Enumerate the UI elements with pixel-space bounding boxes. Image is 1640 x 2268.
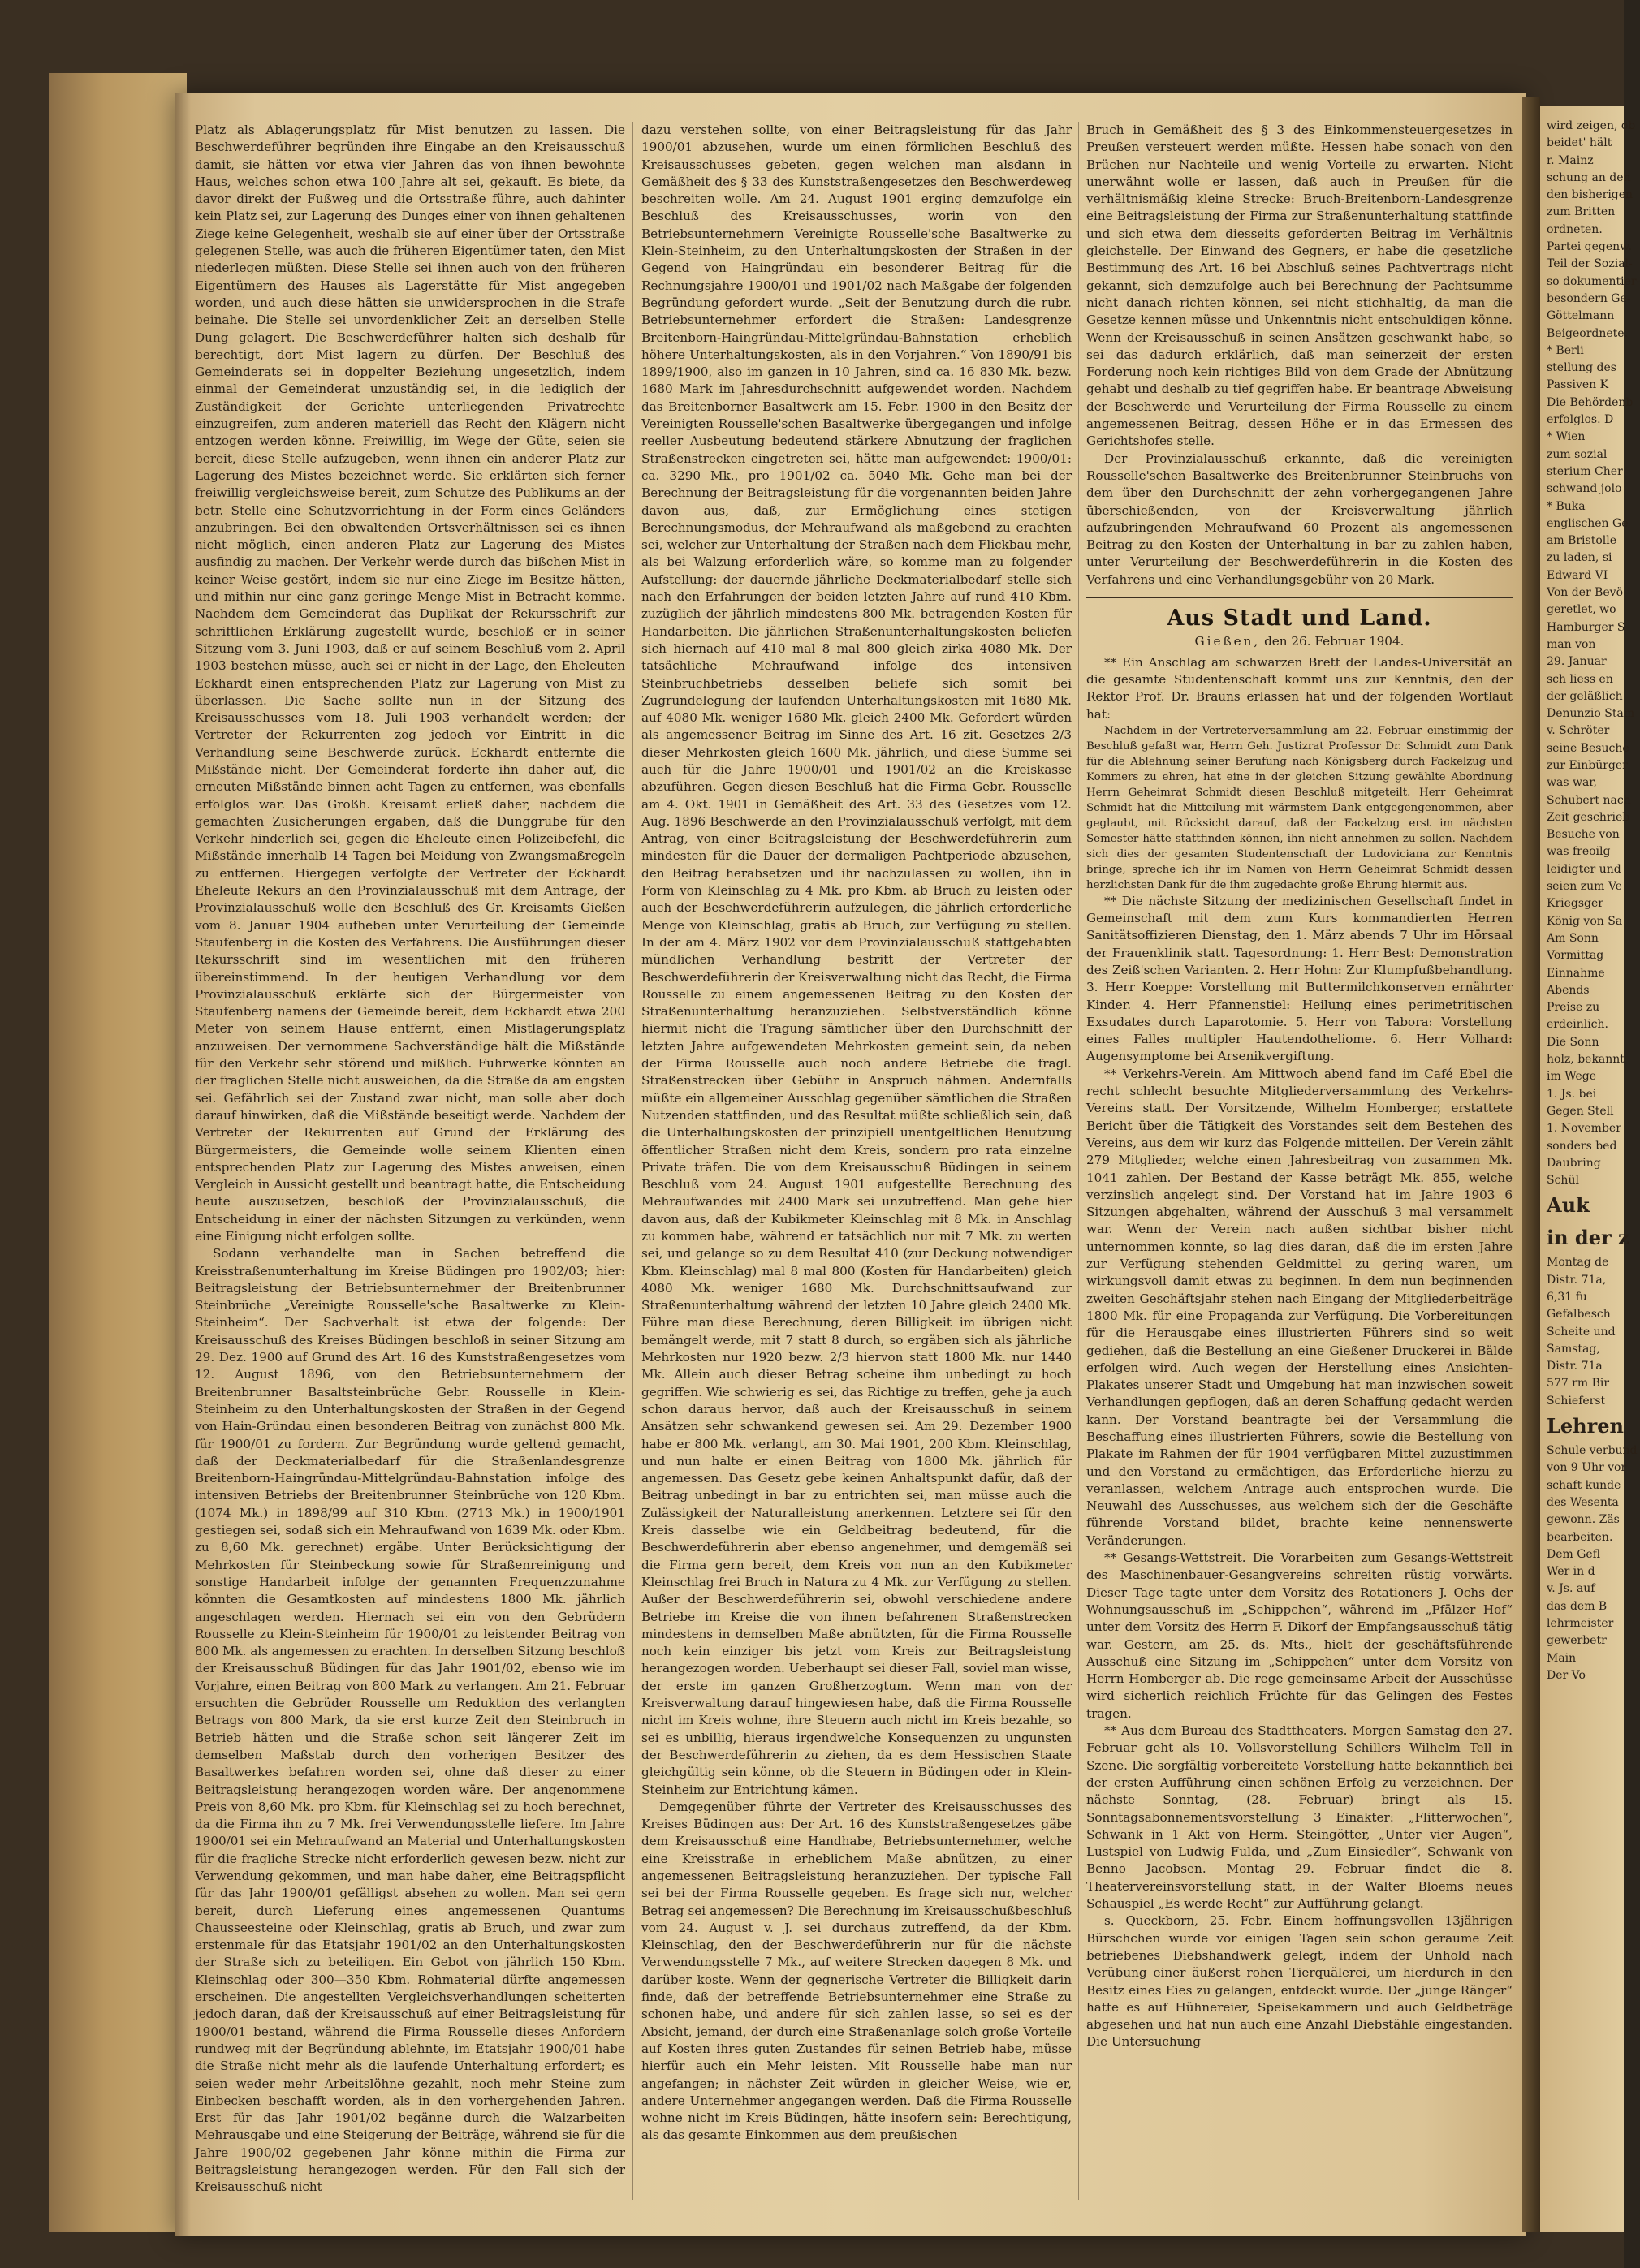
facing-page-line: Wer in d: [1547, 1565, 1595, 1579]
news-item: ** Ein Anschlag am schwarzen Brett der Landes-Universität an die gesamte Studentenschaft kommt uns zur Kenntnis, den der Rektor Prof. Dr. Brauns erlassen hat und der folgenden Wortlaut hat:: [1086, 654, 1513, 722]
facing-page-line: sonders bed: [1547, 1139, 1617, 1153]
facing-page-line: zum sozial: [1547, 447, 1608, 461]
facing-page-line: * Buka: [1547, 499, 1586, 513]
facing-page-line: Beigeordnete.: [1547, 326, 1629, 340]
facing-page-line: erfolglos. D: [1547, 413, 1614, 427]
facing-page-line: englischen Ge: [1547, 516, 1629, 530]
facing-page-line: r. Mainz: [1547, 153, 1594, 167]
binding-gutter: [1522, 97, 1540, 2232]
facing-page-line: Abends: [1547, 983, 1590, 997]
facing-page-line: Daubring: [1547, 1156, 1601, 1170]
facing-page-line: zur Einbürger: [1547, 758, 1628, 772]
facing-page-line: 1. Js. bei: [1547, 1087, 1597, 1101]
facing-page-line: sterium Cher: [1547, 464, 1623, 478]
section-rule: [1086, 597, 1513, 598]
facing-page-line: der geläßlich: [1547, 689, 1623, 703]
column-2: [641, 122, 1072, 2145]
facing-page-line: Edward VI: [1547, 568, 1608, 582]
facing-page-line: Göttelmann: [1547, 309, 1615, 323]
article-paragraph: Der Provinzialausschuß erkannte, daß die vereinigten Rousselle'schen Basaltwerke des Breitenbrunner Steinbruchs von dem über den Durchschnitt der zehn vorhergegangenen Jahre überschießenden, von der Kreisverwaltung jährlich aufzubringenden Mehraufwand 60 Prozent als angemessenen Beitrag zu den Kosten der Unterhaltung in bar zu zahlen haben, unter Verurteilung der Beschwerdeführerin in die Kosten des Verfahrens und eine Verhandlungsgebühr von 20 Mark.: [1086, 451, 1513, 587]
article-paragraph: Bruch in Gemäßheit des § 3 des Einkommensteuergesetzes in Preußen versteuert werden müßte. Hessen habe sonach von den Brüchen nur Nachteile und wenig Vorteile zu erwarten. Nicht unerwähnt wolle er lassen, daß auch in Preußen für die verhältnismäßig kleine Strecke: Bruch-Breitenborn-Landesgrenze eine Beitragsleistung der Firma zur Straßenunterhaltung stattfinde und sich etwa dem diesseits geforderten Beitrag im Verhältnis gleichstelle. Der Einwand des Gegners, er habe die gesetzliche Bestimmung des Art. 16 bei Abschluß seines Pachtvertrags nicht gekannt, sich demzufolge auch bei Berechnung der Pachtsumme nicht danach richten können, sei nicht stichhaltig, da man die Gesetze kennen müsse und Unkenntnis nicht entschuldigen könne. Wenn der Kreisausschuß in seinen Ansätzen geschwankt habe, so sei das dadurch erklärlich, daß man seinerzeit der ersten Forderung noch kein richtiges Bild von dem Grade der Abnützung gehabt und deshalb zu tief gegriffen habe. Er beantrage Abweisung der Beschwerde und Verurteilung der Firma Rousselle zu einem angemessenen Beitrag, dessen Höhe er in das Ermessen des Gerichtshofes stelle.: [1086, 123, 1513, 449]
column-1: [195, 122, 625, 2197]
facing-page-line: das dem B: [1547, 1599, 1608, 1613]
facing-page-line: Die Behördenb: [1547, 395, 1634, 409]
facing-page-line: gewerbetr: [1547, 1634, 1607, 1648]
news-item: Nachdem in der Vertreterversammlung am 22. Februar einstimmig der Beschluß gefaßt war, Herrn Geh. Justizrat Professor Dr. Schmidt zum Dank für die Ablehnung seiner Berufung nach Königsberg durch Fackelzug und Kommers zu ehren, hat eine in der gleichen Sitzung gewählte Abordnung Herrn Geheimrat Schmidt diesen Beschluß mitgeteilt. Herr Geheimrat Schmidt hat die Mitteilung mit wärmstem Dank entgegengenommen, aber geglaubt, mit Rücksicht darauf, daß der Fackelzug erst im nächsten Semester hätte stattfinden können, ihn nicht annehmen zu sollen. Nachdem sich dies der gesamten Studentenschaft der Ludoviciana zur Kenntnis bringe, spreche ich ihr im Namen von Herrn Geheimrat Schmidt dessen herzlichsten Dank für die ihm zugedachte große Ehrung hiermit aus.: [1086, 724, 1513, 891]
article-paragraph: Sodann verhandelte man in Sachen betreffend die Kreisstraßenunterhaltung im Kreise Büdingen pro 1902/03; hier: Beitragsleistung der Betriebsunternehmer der Breitenbrunner Steinbrüche „Vereinigte Rousselle'sche Basaltwerke zu Klein-Steinheim“. Der Sachverhalt ist etwa der folgende: Der Kreisausschuß des Kreises Büdingen beschloß in seiner Sitzung am 29. Dez. 1900 auf Grund des Art. 16 des Kunststraßengesetzes vom 12. August 1896, von den Betriebsunternehmern der Breitenbrunner Basaltsteinbrüche Gebr. Rousselle in Klein-Steinheim zu den Unterhaltungskosten der Straßen in der Gegend von Hain-Gründau einen besonderen Beitrag von zunächst 800 Mk. für 1900/01 zu fordern. Zur Begründung wurde geltend gemacht, daß der Deckmaterialbedarf für die Straßenlandesgrenze Breitenborn-Haingründau-Mittelgründau-Bahnstation infolge des intensiven Betriebs der Breitenbrunner Steinbrüche von 120 Kbm. (1074 Mk.) in 1898/99 auf 310 Kbm. (2713 Mk.) in 1900/1901 gestiegen sei, sodaß sich ein Mehraufwand von 1639 Mk. oder Kbm. zu 8,60 Mk. gerechnet) ergäbe. Unter Berücksichtigung der Mehrkosten für Steinbeckung sowie für Straßenreinigung und sonstige Handarbeit infolge der genannten Frequenzzunahme könnten die Gesamtkosten auf mindestens 1800 Mk. jährlich angeschlagen werden. Hiernach sei ein von den Gebrüdern Rousselle zu Klein-Steinheim für 1900/01 zu leistender Beitrag von 800 Mk. als angemessen zu erachten. In derselben Sitzung beschloß der Kreisausschuß Büdingen für das Jahr 1901/02, ebenso wie im Vorjahre, einen Beitrag von 800 Mark zu verlangen. Am 21. Februar ersuchten die Gebrüder Rousselle um Reduktion des verlangten Betrags von 800 Mark, da sie erst kurze Zeit den Steinbruch in Betrieb hätten und die Straße schon seit längerer Zeit im demselben Maßstab durch den vorherigen Besitzer des Basaltwerkes befahren worden sei, ohne daß dieser zu einer Beitragsleistung herangezogen worden wäre. Der angenommene Preis von 8,60 Mk. pro Kbm. für Kleinschlag sei zu hoch berechnet, da die Firma ihn zu 7 Mk. frei Verwendungsstelle liefere. Im Jahre 1900/01 sei ein Mehraufwand an Material und Unterhaltungskosten für die fragliche Strecke nicht erforderlich gewesen bezw. nicht zur Verwendung gekommen, und man habe daher, eine Beitragspflicht für das Jahr 1900/01 gefälligst absehen zu wollen. Man sei gern bereit, durch Lieferung eines angemessenen Quantums Chausseesteine oder Kleinschlag, gratis ab Bruch, und zwar zum erstenmale für das Etatsjahr 1901/02 an den Unterhaltungskosten der Straße sich zu beteiligen. Ein Gebot von jährlich 150 Kbm. Kleinschlag oder 300—350 Kbm. Rohmaterial dürfte angemessen erscheinen. Die angestellten Vergleichsverhandlungen scheiterten jedoch daran, daß der Kreisausschuß auf einer Beitragsleistung für 1900/01 bestand, während die Firma Rousselle dieses Anfordern rundweg mit der Begründung ablehnte, im Etatsjahr 1900/01 habe die Straße nicht mehr als die laufende Unterhaltung erfordert; es seien weder mehr Arbeitslöhne gezahlt, noch mehr Steine zum Einbecken beschafft worden, als in den vorhergehenden Jahren. Erst für das Jahr 1901/02 begänne durch die Walzarbeiten Mehrausgabe und eine Steigerung der Beiträge, während sie für die Jahre 1900/02 gegebenen Jahr könne mithin die Firma zur Beitragsleistung herangezogen werden. Für den Fall sich der Kreisausschuß nicht: [195, 1246, 625, 2195]
facing-page-line: Vormittag: [1547, 949, 1604, 963]
facing-page-line: seine Besuche: [1547, 741, 1629, 755]
facing-page-line: Auk: [1547, 1193, 1590, 1218]
facing-page-line: stellung des: [1547, 361, 1616, 375]
facing-page-line: Samstag,: [1547, 1342, 1600, 1356]
page-shadow: [175, 93, 191, 2236]
facing-page-line: gewonn. Zäs: [1547, 1513, 1620, 1527]
facing-page-line: sch liess en: [1547, 672, 1613, 686]
facing-page-line: * Wien: [1547, 430, 1586, 444]
facing-page-line: besondern Ge-: [1547, 291, 1631, 305]
facing-page-line: * Berli: [1547, 343, 1584, 357]
book-left-edge: [49, 73, 187, 2232]
facing-page-line: König von Sa: [1547, 914, 1623, 928]
facing-page-line: Hamburger S: [1547, 620, 1625, 634]
facing-page-line: Schubert nach: [1547, 793, 1631, 807]
facing-page-line: Die Sonn: [1547, 1035, 1599, 1049]
news-item: ** Verkehrs-Verein. Am Mittwoch abend fand im Café Ebel die recht schlecht besuchte Mitgliederversammlung des Verkehrs-Vereins statt. Der Vorsitzende, Wilhelm Homberger, erstattete Bericht über die Tätigkeit des Vorstandes seit dem Bestehen des Vereins, aus dem wir kurz das Folgende mitteilen. Der Verein zählt 279 Mitglieder, welche einen Jahresbeitrag von zusammen Mk. 1041 zahlen. Der Bestand der Kasse beträgt Mk. 855, welche verzinslich angelegt sind. Der Vorstand hat im Jahre 1903 6 Sitzungen abgehalten, während der Ausschuß 3 mal versammelt war. Wenn der Verein nach außen sichtbar bisher nicht unternommen konnte, so lag dies daran, daß die im ersten Jahre zur Verfügung stehenden Geldmittel zu gering waren, um wirkungsvoll damit etwas zu beginnen. In dem nun beginnenden zweiten Geschäftsjahr stehen nach Eingang der Mitgliederbeiträge 1800 Mk. für eine Propaganda zur Verfügung. Die Vorbereitungen für die Herausgabe eines illustrierten Führers sind so weit gediehen, daß die Bestellung an eine Gießener Druckerei in Bälde erfolgen wird. Auch wegen der Herstellung eines Ansichten-Plakates unserer Stadt und Umgebung hat man inzwischen soweit Verhandlungen gepflogen, daß an deren Schaffung gedacht werden kann. Der Vorstand beantragte bei der Versammlung die Beschaffung eines illustrierten Führers, sowie die Bestellung von Plakate im Rahmen der für 1904 verfügbaren Mittel zuzustimmen und den Vorstand zu ermächtigen, das Erforderliche hierzu zu veranlassen, welchem Antrage auch entsprochen wurde. Die Neuwahl des Ausschusses, aus welchem sich der die Geschäfte führende Vorstand bildet, brachte keine nennenswerte Veränderungen.: [1086, 1066, 1513, 1548]
news-item: ** Aus dem Bureau des Stadttheaters. Morgen Samstag den 27. Februar geht als 10. Vollsvorstellung Schillers Wilhelm Tell in Szene. Die sorgfältig vorbereitete Vorstellung hatte bekanntlich bei der ersten Aufführung einen schönen Erfolg zu verzeichnen. Der nächste Sonntag, (28. Februar) bringt als 15. Sonntagsabonnementsvorstellung 3 Einakter: „Flitterwochen“, Schwank in 1 Akt von Herm. Steingötter, „Unter vier Augen“, Lustspiel von Ludwig Fulda, und „Zum Einsiedler“, Schwank von Benno Jacobsen. Montag 29. Februar findet die 8. Theatervereinsvorstellung statt, in der Walter Bloems neues Schauspiel „Es werde Recht“ zur Aufführung gelangt.: [1086, 1723, 1513, 1912]
facing-page-line: Passiven K: [1547, 378, 1609, 392]
facing-page-line: man von: [1547, 637, 1596, 651]
facing-page-text: [1547, 118, 1640, 1684]
facing-page-line: zum Britten: [1547, 205, 1616, 219]
facing-page-line: Der Vo: [1547, 1668, 1586, 1682]
facing-page-line: Preise zu: [1547, 1001, 1600, 1015]
facing-page-line: Zeit geschrieb: [1547, 810, 1630, 824]
facing-page-line: den bisherigen: [1547, 188, 1634, 202]
column-3: [1086, 122, 1513, 2051]
facing-page-line: geretlet, wo: [1547, 603, 1616, 617]
article-paragraph: Demgegenüber führte der Vertreter des Kreisausschusses des Kreises Büdingen aus: Der Art. 16 des Kunststraßengesetzes gäbe dem Kreisausschuß eine Handhabe, Betriebsunternehmer, welche eine Kreisstraße in erheblichem Maße abnützen, zu einer angemessenen Beitragsleistung heranzuziehen. Der typische Fall sei bei der Firma Rousselle gegeben. Es frage sich nur, welcher Betrag sei angemessen? Die Berechnung im Kreisausschußbeschluß vom 24. August v. J. sei durchaus zutreffend, da der Kbm. Kleinschlag, den der Beschwerdeführerin nur für die nächste Verwendungsstelle 7 Mk., auf weitere Strecken dagegen 8 Mk. und darüber koste. Wenn der gegnerische Vertreter die Billigkeit darin finde, daß der betreffende Betriebsunternehmer eine Straße zu schonen habe, und andere für sich zahlen lasse, so sei es der Absicht, jemand, der durch eine Straßenanlage solch große Vorteile auf Kosten ihres guten Zustandes für seinen Betrieb habe, müsse hierfür auch ein Mehr leisten. Mit Rousselle habe man nur angefangen; in nächster Zeit würden in gleicher Weise, wie er, andere Unternehmer angegangen werden. Daß die Firma Rousselle wohne nicht im Kreis Büdingen, hätte insofern sein: Berechtigung, als das gesamte Einkommen aus dem preußischen: [641, 1799, 1072, 2143]
dateline-date: den 26. Februar 1904.: [1264, 634, 1405, 649]
facing-page-line: lehrmeister: [1547, 1617, 1614, 1631]
facing-page-line: holz, bekannt: [1547, 1053, 1625, 1067]
facing-page-line: Distr. 71a,: [1547, 1273, 1607, 1287]
facing-page-line: erdeinlich.: [1547, 1018, 1608, 1032]
facing-page-line: von 9 Uhr vor: [1547, 1461, 1627, 1475]
facing-page-line: Teil der Sozial-: [1547, 257, 1633, 271]
facing-page-line: Lehren: [1547, 1414, 1624, 1438]
news-item: ** Gesangs-Wettstreit. Die Vorarbeiten zum Gesangs-Wettstreit des Maschinenbauer-Gesangvereins schreiten rüstig vorwärts. Dieser Tage tagte unter dem Vorsitz des Rotationers J. Ochs der Wohnungsausschuß im „Schippchen“, während im „Pfälzer Hof“ unter dem Vorsitz des Herrn F. Dikorf der Empfangsausschuß tätig war. Gestern, am 25. ds. Mts., hielt der geschäftsführende Ausschuß eine Sitzung im „Schippchen“ unter dem Vorsitz von Herrn Homberger ab. Die rege gemeinsame Arbeit der Ausschüsse wird sicherlich reichlich Früchte für das Gelingen des Festes tragen.: [1086, 1550, 1513, 1721]
facing-page-line: seien zum Ve: [1547, 880, 1622, 894]
facing-page-line: 577 rm Bir: [1547, 1377, 1610, 1391]
dateline: [1086, 633, 1513, 650]
facing-page-line: des Wesenta: [1547, 1495, 1619, 1509]
facing-page-line: bearbeiten.: [1547, 1530, 1613, 1544]
facing-page-line: am Bristolle: [1547, 534, 1617, 548]
facing-page-line: schwand jolo: [1547, 482, 1622, 496]
facing-page-line: Main: [1547, 1651, 1577, 1665]
news-item: s. Queckborn, 25. Febr. Einem hoffnungsvollen 13jährigen Bürschchen wurde vor einigen Tagen sein schon geraume Zeit betriebenes Diebshandwerk gelegt, indem der Unhold nach Verübung einer äußerst rohen Tierquälerei, um hierdurch in den Besitz eines Eies zu gelangen, entdeckt wurde. Der „junge Ränger“ hatte es auf Hühnereier, Speisekammern und auch Geldbeträge abgesehen und hat nun auch eine Anzahl Diebstähle eingestanden. Die Untersuchung: [1086, 1913, 1513, 2050]
facing-page-line: 29. Januar: [1547, 655, 1607, 669]
facing-page-line: v. Js. auf: [1547, 1582, 1595, 1596]
facing-page-line: Einnahme: [1547, 966, 1605, 980]
column-rule-2: [1078, 122, 1079, 2200]
facing-page-line: 1. November: [1547, 1122, 1621, 1136]
facing-page-line: Scheite und: [1547, 1325, 1616, 1339]
facing-page-line: leidigter und: [1547, 862, 1621, 876]
article-paragraph: dazu verstehen sollte, von einer Beitragsleistung für das Jahr 1900/01 abzusehen, wurde um einen förmlichen Beschluß des Kreisausschusses gebeten, gegen welchen man alsdann in Gemäßheit des § 33 des Kunststraßengesetzes den Beschwerdeweg beschreiten wolle. Am 24. August 1901 erging demzufolge ein Beschluß des Kreisausschusses, worin von den Betriebsunternehmern Vereinigte Rousselle'sche Basaltwerke zu Klein-Steinheim, zu den Unterhaltungskosten der Straßen in der Gegend von Haingründau ein besonderer Beitrag für die Rechnungsjahre 1900/01 und 1901/02 nach Maßgabe der folgenden Begründung gefordert wurde. „Seit der Benutzung durch die rubr. Betriebsunternehmer erfordert die Straßen: Landesgrenze Breitenborn-Haingründau-Mittelgründau-Bahnstation erheblich höhere Unterhaltungskosten, als in den Vorjahren.“ Von 1890/91 bis 1899/1900, also im ganzen in 10 Jahren, sind ca. 16 830 Mk. bezw. 1680 Mark im Jahresdurchschnitt aufgewendet worden. Nachdem das Breitenborner Basaltwerk am 15. Febr. 1900 in den Besitz der Vereinigten Rousselle'schen Basaltwerke übergegangen und infolge reeller Ausbeutung bedeutend stärkere Abnutzung der fraglichen Straßenstrecken eingetreten sei, hätte man aufgewendet: 1900/01: ca. 3290 Mk., pro 1901/02 ca. 5040 Mk. Gehe man bei der Berechnung der Beitragsleistung für die vorgenannten beiden Jahre davon aus, daß, zur Ermöglichung eines stetigen Berechnungsmodus, der Mehraufwand als maßgebend zu erachten sei, welcher zur Unterhaltung der Straßen nach dem Flickbau mehr, als bei Walzung erforderlich wäre, so komme man zu folgender Aufstellung: der dauernde jährliche Deckmaterialbedarf stelle sich nach den Erfahrungen der beiden letzten Jahre auf rund 410 Kbm. zuzüglich der jährlich mindestens 800 Mk. betragenden Kosten für Handarbeiten. Die jährlichen Straßenunterhaltungskosten beliefen sich hiernach auf 410 mal 8 mal 800 gleich zirka 4080 Mk. Der tatsächliche Mehraufwand infolge des intensiven Steinbruchbetriebs desselben beliefe sich somit bei Zugrundelegung der laufenden Unterhaltungskosten mit 1680 Mk. auf 4080 Mk. weniger 1680 Mk. gleich 2400 Mk. Gefordert würden als angemessener Beitrag im Sinne des Art. 16 zit. Gesetzes 2/3 dieser Mehrkosten gleich 1600 Mk. jährlich, und diese Summe sei auch für die Jahre 1900/01 und 1901/02 an die Kreiskasse abzuführen. Gegen diesen Beschluß hat die Firma Gebr. Rousselle am 4. Okt. 1901 in Gemäßheit des Art. 33 des Gesetzes vom 12. Aug. 1896 Beschwerde an den Provinzialausschuß verfolgt, mit dem Antrag, von einer Beitragsleistung der Beschwerdeführerin zum mindesten für die Dauer der dermaligen Pachtperiode abzusehen, den Beitrag herabsetzen und ihr nachzulassen zu wollen, ihn in Form von Kleinschlag zu 4 Mk. pro Kbm. ab Bruch zu leisten oder auch der Beschwerdeführerin aufzulegen, die jährlich erforderliche Menge von Kleinschlag, gratis ab Bruch, zur Verfügung zu stellen. In der am 4. März 1902 vor dem Provinzialausschuß stattgehabten mündlichen Verhandlung bestritt der Vertreter der Beschwerdeführerin der Kreisverwaltung nicht das Recht, die Firma Rousselle zu einem angemessenen Beitrag zu den Kosten der Straßenunterhaltung heranzuziehen. Selbstverständlich könne hiermit nicht die Tragung sämtlicher über den Durchschnitt der letzten Jahre aufgewendeten Mehrkosten gemeint sein, da neben der Firma Rousselle auch noch andere Betriebe die fragl. Straßenstrecken über Gebühr in Anspruch nähmen. Andernfalls müßte ein allgemeiner Ausschlag gegenüber sämtlichen die Straßen Nutzenden stattfinden, und das Resultat müßte schließlich sein, daß die Unterhaltungskosten der prinzipiell unentgeltlichen Benutzung öffentlicher Straßen nicht dem Kreis, sondern pro rata einzelne Private träfen. Die von dem Kreisausschuß Büdingen in seinem Beschluß vom 24. August 1901 aufgestellte Berechnung des Mehraufwandes mit 2400 Mark sei unzutreffend. Man gehe hier davon aus, daß der Kubikmeter Kleinschlag mit 8 Mk. in Anschlag zu kommen habe, während er tatsächlich nur mit 7 Mk. zu werten sei, und gelange so zu dem Resultat 410 (zur Deckung notwendiger Kbm. Kleinschlag) mal 8 mal 800 (Kosten für Handarbeiten) gleich 4080 Mk. weniger 1680 Mk. Durchschnittsaufwand zur Straßenunterhaltung während der letzten 10 Jahre gleich 2400 Mk. Führe man diese Berechnung, deren Billigkeit im übrigen nicht bemängelt werde, mit 7 statt 8 durch, so ergäben sich als jährliche Mehrkosten nur 1920 bezw. 2/3 hiervon statt 1800 Mk. nur 1440 Mk. Allein auch dieser Betrag scheine ihm unbedingt zu hoch gegriffen. Wie schwierig es sei, das Richtige zu treffen, gehe ja auch schon daraus hervor, daß auch der Kreisausschuß in seinem Ansätzen sehr schwankend gewesen sei. Am 29. Dezember 1900 habe er 800 Mk. verlangt, am 30. Mai 1901, 200 Kbm. Kleinschlag, und nun halte er einen Beitrag von 1800 Mk. jährlich für angemessen. Das Gesetz gebe keinen Anhaltspunkt dafür, daß der Beitrag unbedingt in bar zu entrichten sei, man müsse auch die Zulässigkeit der Naturalleistung anerkennen. Letztere sei für den Kreis dasselbe wie ein Geldbeitrag bedeutend, für die Beschwerdeführerin aber ebenso angenehmer, und demgemäß sei die Firma gern bereit, dem Kreis von nun an den Kubikmeter Kleinschlag frei Bruch in Natura zu 4 Mk. zur Verfügung zu stellen. Außer der Beschwerdeführerin sei, obwohl verschiedene andere Betriebe im Kreise die von ihnen befahrenen Straßenstrecken mindestens in demselben Maße abnützten, für die Firma Rousselle noch kein einziger bis jetzt vom Kreis zur Beitragsleistung herangezogen worden. Ueberhaupt sei dieser Fall, soviel man wisse, der erste im ganzen Großherzogtum. Wenn man von der Kreisverwaltung darauf hingewiesen habe, daß die Firma Rousselle nicht im Kreis wohne, ihre Steuern auch nicht im Kreis bezahle, so sei es unbillig, hieraus irgendwelche Konsequenzen zu ungunsten der Beschwerdeführerin zu ziehen, da es dem Hessischen Staate gleichgültig sein könne, ob die Steuern in Büdingen oder in Klein-Steinheim zur Entrichtung kämen.: [641, 123, 1072, 1797]
facing-page-line: was freoilg: [1547, 845, 1611, 859]
facing-page-line: schung an den: [1547, 170, 1631, 184]
facing-page-line: Distr. 71a: [1547, 1360, 1603, 1373]
facing-page-line: zu laden, si: [1547, 551, 1612, 565]
facing-page-line: was war,: [1547, 776, 1597, 790]
facing-page-line: Partei gegenw.: [1547, 240, 1632, 254]
facing-page-line: in der z: [1547, 1226, 1629, 1250]
facing-page-line: 6,31 fu: [1547, 1291, 1587, 1304]
facing-page-line: Von der Bevö: [1547, 586, 1624, 600]
dateline-place: Gießen,: [1194, 634, 1261, 649]
facing-page-line: Dem Gefl: [1547, 1547, 1601, 1561]
section-title: Aus Stadt und Land.: [1167, 606, 1432, 632]
column-rule-1: [632, 122, 633, 2200]
facing-page-line: Schül: [1547, 1174, 1579, 1188]
facing-page-line: Gefalbesch: [1547, 1308, 1611, 1322]
facing-page-line: so dokumentier-: [1547, 274, 1640, 288]
facing-page-line: v. Schröter: [1547, 724, 1610, 738]
facing-page-line: Gegen Stell: [1547, 1104, 1614, 1118]
facing-page-line: ordneten.: [1547, 222, 1603, 236]
facing-page-line: Kriegsger: [1547, 897, 1603, 911]
news-item: ** Die nächste Sitzung der medizinischen Gesellschaft findet in Gemeinschaft mit dem zum Kurs kommandierten Herren Sanitätsoffizieren Dienstag, den 1. März abends 7 Uhr im Hörsaal der Frauenklinik statt. Tagesordnung: 1. Herr Best: Demonstration des Zeiß'schen Varianten. 2. Herr Hohn: Zur Klumpfußbehandlung. 3. Herr Koeppe: Vorstellung mit Buttermilchkonserven ernährter Kinder. 4. Herr Pfannenstiel: Heilung eines perimetritischen Exsudates durch Laparotomie. 5. Herr von Tabora: Vorstellung eines Falles multipler Hautendotheliome. 6. Herr Volhard: Augensymptome bei Arsenikvergiftung.: [1086, 893, 1513, 1064]
facing-page-line: Montag de: [1547, 1256, 1609, 1270]
facing-page-line: wird zeigen, ob: [1547, 119, 1636, 132]
facing-page-line: Besuche von: [1547, 828, 1620, 842]
facing-page-line: beidet' hält: [1547, 136, 1612, 150]
article-paragraph: Platz als Ablagerungsplatz für Mist benutzen zu lassen. Die Beschwerdeführer begründen ihre Eingabe an den Kreisausschuß damit, sie hätten vor etwa vier Jahren das von ihnen bewohnte Haus, welches schon etwa 100 Jahre alt sei, gekauft. Es biete, da davor direkt der Fußweg und die Ortsstraße führe, auch dahinter kein Platz sei, zur Lagerung des Dunges einer von ihnen gehaltenen Ziege keine Gelegenheit, weshalb sie auf einer über der Ortsstraße gelegenen Stelle, was auch die früheren Eigentümer taten, den Mist niederlegen müßten. Diese Stelle sei ihnen auch von den früheren Eigentümern des Hauses als Lagerstätte für Mist angegeben worden, und auch diese hätten sie unwidersprochen in die Strafe beinahe. Die Stelle sei unvordenklicher Zeit an derselben Stelle Dung gelagert. Die Beschwerdeführer halten sich deshalb für berechtigt, dort Mist lagern zu dürfen. Der Beschluß des Gemeinderats sei in doppelter Beziehung ungesetzlich, indem einmal der Gemeinderat unzuständig sei, in die lediglich der Zuständigkeit der Gerichte unterliegenden Privatrechte einzugreifen, zum anderen materiell das Recht den Klägern nicht entzogen werden könne. Freiwillig, im Wege der Güte, seien sie bereit, diese Stelle aufzugeben, wenn ihnen ein anderer Platz zur Lagerung des Mistes bezeichnet werde. Sie erklärten sich ferner freiwillig vergleichsweise bereit, zum Schutze des Publikums an der betr. Stelle eine Schutzvorrichtung in der Form eines Geländers anzubringen. Bei den obwaltenden Ortsverhältnissen sei es ihnen nicht möglich, einen anderen Platz zur Lagerung des Mistes ausfindig zu machen. Der Verkehr werde durch das bißchen Mist in keiner Weise gestört, indem sie nur eine Ziege im Besitze hätten, und mithin nur eine ganz geringe Menge Mist in Betracht komme. Nachdem dem Gemeinderat das Duplikat der Rekursschrift zur schriftlichen Erklärung zugestellt wurde, beschloß er in seiner Sitzung vom 3. Juni 1903, daß er auf seinem Beschluß vom 2. April 1903 bestehen müsse, auch sei er nicht in der Lage, den Eheleuten Eckhardt einen entsprechenden Platz zur Lagerung von Mist zu überlassen. Die Sache sollte nun in der Sitzung des Kreisausschusses vom 18. Juli 1903 verhandelt werden; der Vertreter der Rekurrenten zog jedoch vor Eintritt in die Verhandlung seine Beschwerde zurück. Eckhardt entfernte die Mißstände nicht. Der Gemeinderat forderte ihn daher auf, die erneuten Mißstände binnen acht Tagen zu entfernen, was ebenfalls erfolglos war. Das Großh. Kreisamt erließ daher, nachdem die gemachten Zusicherungen ergaben, daß die Dunggrube für den Verkehr hinderlich sei, gegen die Eheleute einen Polizeibefehl, die Mißstände innerhalb 14 Tagen bei Meidung von Zwangsmaßregeln zu entfernen. Hiergegen verfolgte der Vertreter der Eckhardt Eheleute Rekurs an den Provinzialausschuß mit dem Antrage, der Provinzialausschuß wolle den Beschluß des Gr. Kreisamts Gießen vom 8. Januar 1904 aufheben unter Verurteilung der Gemeinde Staufenberg in die Kosten des Verfahrens. Die Ausführungen dieser Rekursschrift sind im wesentlichen mit den früheren übereinstimmend. In der heutigen Verhandlung vor dem Provinzialausschuß erklärte sich der Bürgermeister von Staufenberg namens der Gemeinde bereit, dem Eckhardt etwa 200 Meter von seinem Hause entfernt, einen Mistlagerungsplatz anzuweisen. Der vernommene Sachverständige hält die Mißstände für den Verkehr sehr störend und mißlich. Fuhrwerke könnten an der fraglichen Stelle nicht ausweichen, da die Straße da am engsten sei. Gefährlich sei der Zustand zwar nicht, man solle aber doch darauf hinwirken, daß die Mißstände beseitigt werde. Nachdem der Vertreter der Rekurrenten auf Grund der Erklärung des Bürgermeisters, die Gemeinde wolle seinem Klienten einen entsprechenden Platz zur Lagerung des Mistes anweisen, einen Vergleich in Aussicht gestellt und beantragt hatte, die Entscheidung heute auszusetzen, beschloß der Provinzialausschuß, die Entscheidung in einer der nächsten Sitzungen zu verkünden, wenn eine Einigung nicht erfolgen sollte.: [195, 123, 625, 1244]
facing-page-line: schaft kunde: [1547, 1478, 1621, 1492]
facing-page-line: Am Sonn: [1547, 931, 1599, 945]
facing-page-line: Schule verbund: [1547, 1444, 1638, 1458]
facing-page-line: Denunzio Stam: [1547, 707, 1635, 721]
facing-page-line: im Wege: [1547, 1070, 1596, 1084]
facing-page-line: Schieferst: [1547, 1394, 1606, 1408]
